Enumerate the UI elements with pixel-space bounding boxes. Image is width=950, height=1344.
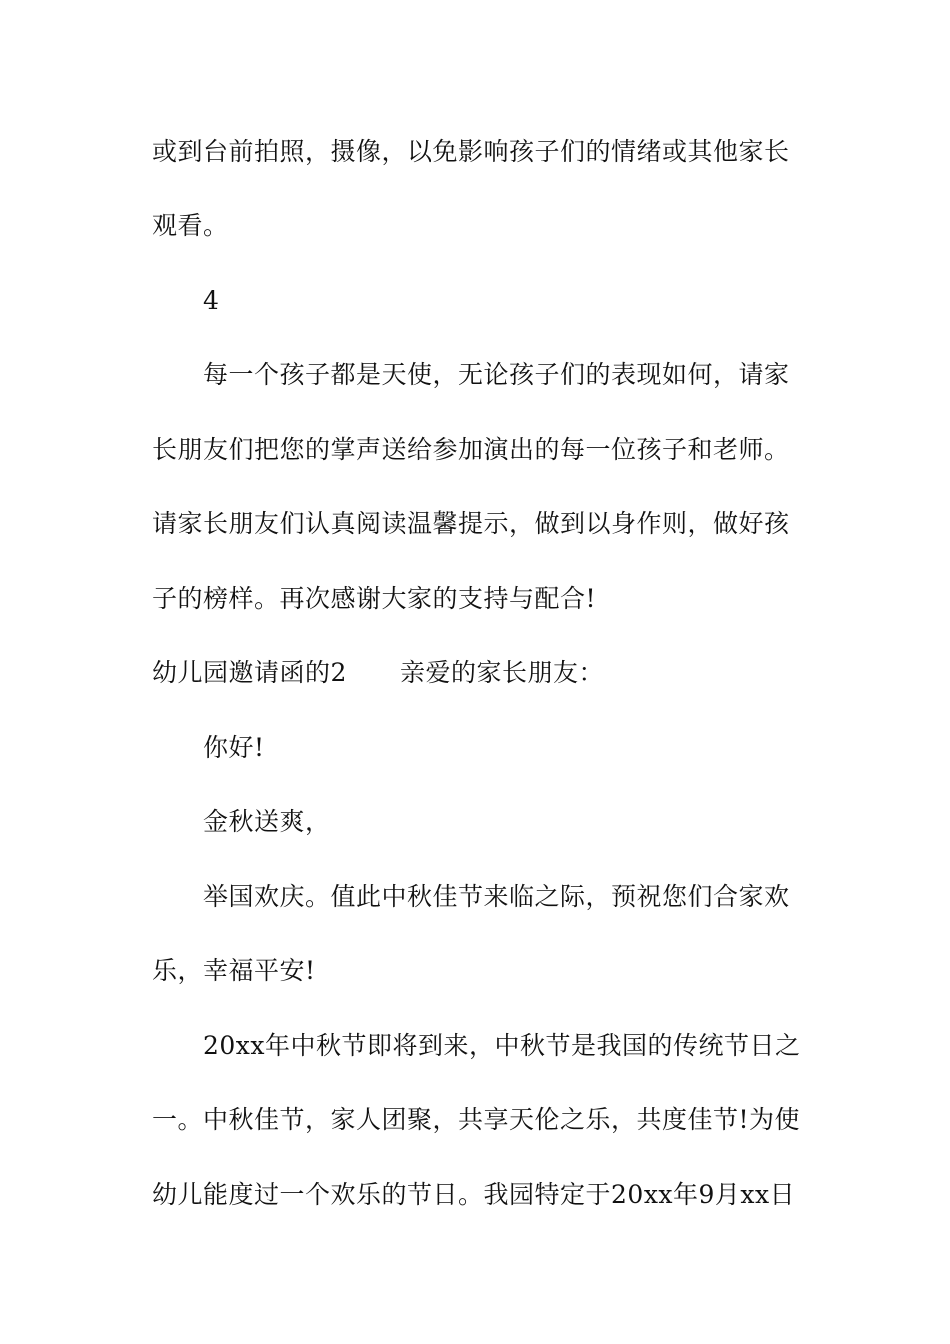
section-title: 幼儿园邀请函的2 xyxy=(152,658,347,687)
paragraph-line: 乐，幸福平安! xyxy=(152,956,316,985)
section-heading-line xyxy=(152,657,792,689)
paragraph-line: 幼儿能度过一个欢乐的节日。我园特定于20xx年9月xx日 xyxy=(152,1180,796,1209)
page-number: 4 xyxy=(203,286,220,315)
paragraph-line: 长朋友们把您的掌声送给参加演出的每一位孩子和老师。 xyxy=(152,435,790,464)
paragraph-line: 一。中秋佳节，家人团聚，共享天伦之乐，共度佳节!为使 xyxy=(152,1105,801,1134)
paragraph-line: 或到台前拍照，摄像，以免影响孩子们的情绪或其他家长 xyxy=(152,137,790,166)
salutation: 亲爱的家长朋友： xyxy=(400,658,605,687)
paragraph-line: 观看。 xyxy=(152,211,229,240)
greeting: 你好! xyxy=(203,733,265,762)
paragraph-line: 子的榜样。再次感谢大家的支持与配合! xyxy=(152,584,597,613)
paragraph-line: 20xx年中秋节即将到来，中秋节是我国的传统节日之 xyxy=(203,1031,801,1060)
paragraph-line: 请家长朋友们认真阅读温馨提示，做到以身作则，做好孩 xyxy=(152,509,790,538)
paragraph-line: 金秋送爽， xyxy=(203,807,331,836)
paragraph-line: 每一个孩子都是天使，无论孩子们的表现如何，请家 xyxy=(203,360,790,389)
paragraph-line: 举国欢庆。值此中秋佳节来临之际，预祝您们合家欢 xyxy=(203,882,790,911)
